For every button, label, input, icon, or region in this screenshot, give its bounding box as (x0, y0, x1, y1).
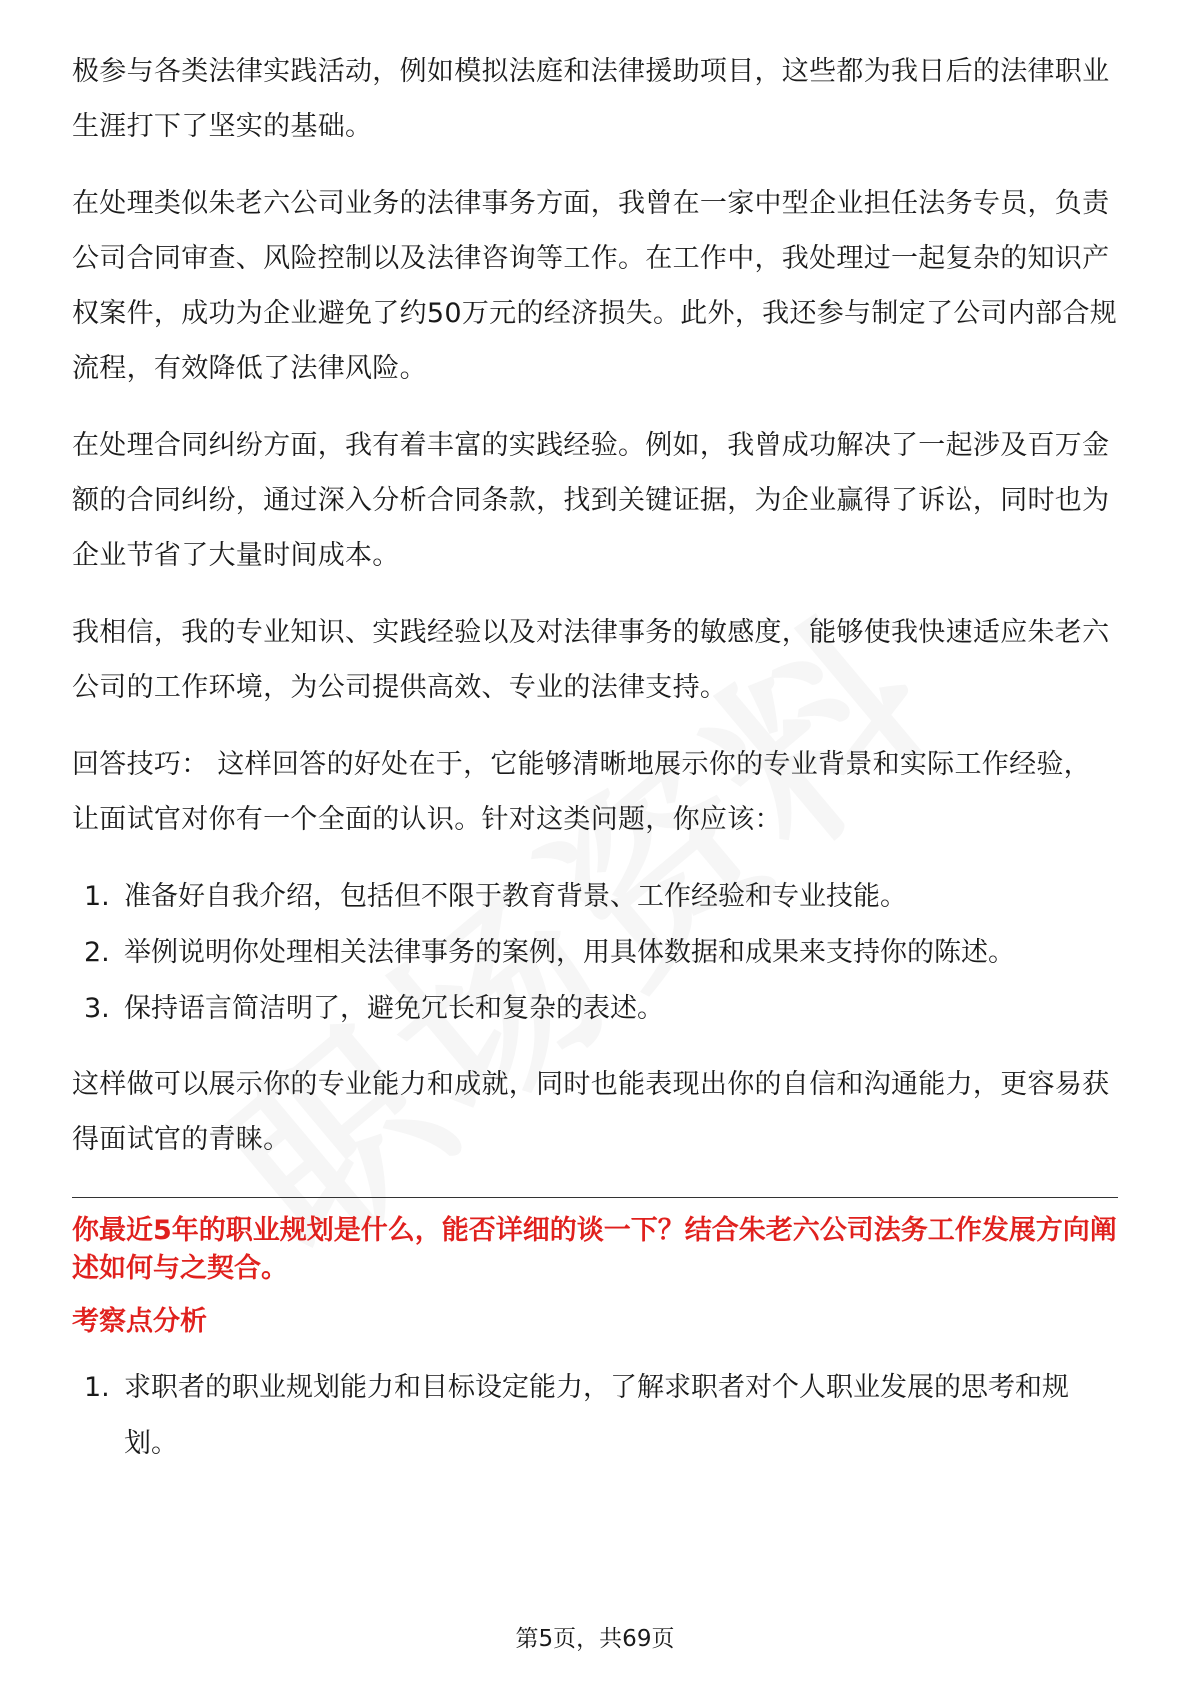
section-divider (72, 1197, 1118, 1198)
list-item (72, 1360, 1118, 1472)
paragraph: 极参与各类法律实践活动，例如模拟法庭和法律援助项目，这些都为我日后的法律职业生涯打下了坚实的基础。 (72, 56, 1110, 142)
list-item-text: 举例说明你处理相关法律事务的案例，用具体数据和成果来支持你的陈述。 (124, 937, 1015, 968)
list-number: 1. (84, 1372, 110, 1403)
page-footer: 第5页，共69页 (515, 1626, 675, 1652)
paragraph: 在处理合同纠纷方面，我有着丰富的实践经验。例如，我曾成功解决了一起涉及百万金额的合同纠纷，通过深入分析合同条款，找到关键证据，为企业赢得了诉讼，同时也为企业节省了大量时间成本。 (72, 430, 1110, 571)
list-item (72, 925, 1118, 981)
analysis-heading: 考察点分析 (72, 1306, 207, 1337)
document-body (72, 44, 1118, 1472)
list-item-text: 求职者的职业规划能力和目标设定能力，了解求职者对个人职业发展的思考和规划。 (124, 1372, 1069, 1459)
list-number: 1. (84, 881, 110, 912)
list-item (72, 869, 1118, 925)
list-number: 3. (84, 993, 110, 1024)
interview-question: 你最近5年的职业规划是什么，能否详细的谈一下？结合朱老六公司法务工作发展方向阐述如何与之契合。 (72, 1215, 1117, 1284)
list-item (72, 981, 1118, 1037)
paragraph: 我相信，我的专业知识、实践经验以及对法律事务的敏感度，能够使我快速适应朱老六公司的工作环境，为公司提供高效、专业的法律支持。 (72, 617, 1110, 703)
answer-tips-paragraph: 回答技巧： 这样回答的好处在于，它能够清晰地展示你的专业背景和实际工作经验，让面试官对你有一个全面的认识。针对这类问题，你应该： (72, 749, 1091, 835)
list-item-text: 保持语言简洁明了，避免冗长和复杂的表述。 (124, 993, 664, 1024)
tips-list (72, 869, 1118, 1037)
analysis-list (72, 1360, 1118, 1472)
list-number: 2. (84, 937, 110, 968)
list-item-text: 准备好自我介绍，包括但不限于教育背景、工作经验和专业技能。 (124, 881, 907, 912)
paragraph: 在处理类似朱老六公司业务的法律事务方面，我曾在一家中型企业担任法务专员，负责公司合同审查、风险控制以及法律咨询等工作。在工作中，我处理过一起复杂的知识产权案件，成功为企业避免了约50万元的经济损失。此外，我还参与制定了公司内部合规流程，有效降低了法律风险。 (72, 188, 1118, 384)
closing-paragraph: 这样做可以展示你的专业能力和成就，同时也能表现出你的自信和沟通能力，更容易获得面试官的青睐。 (72, 1069, 1110, 1155)
